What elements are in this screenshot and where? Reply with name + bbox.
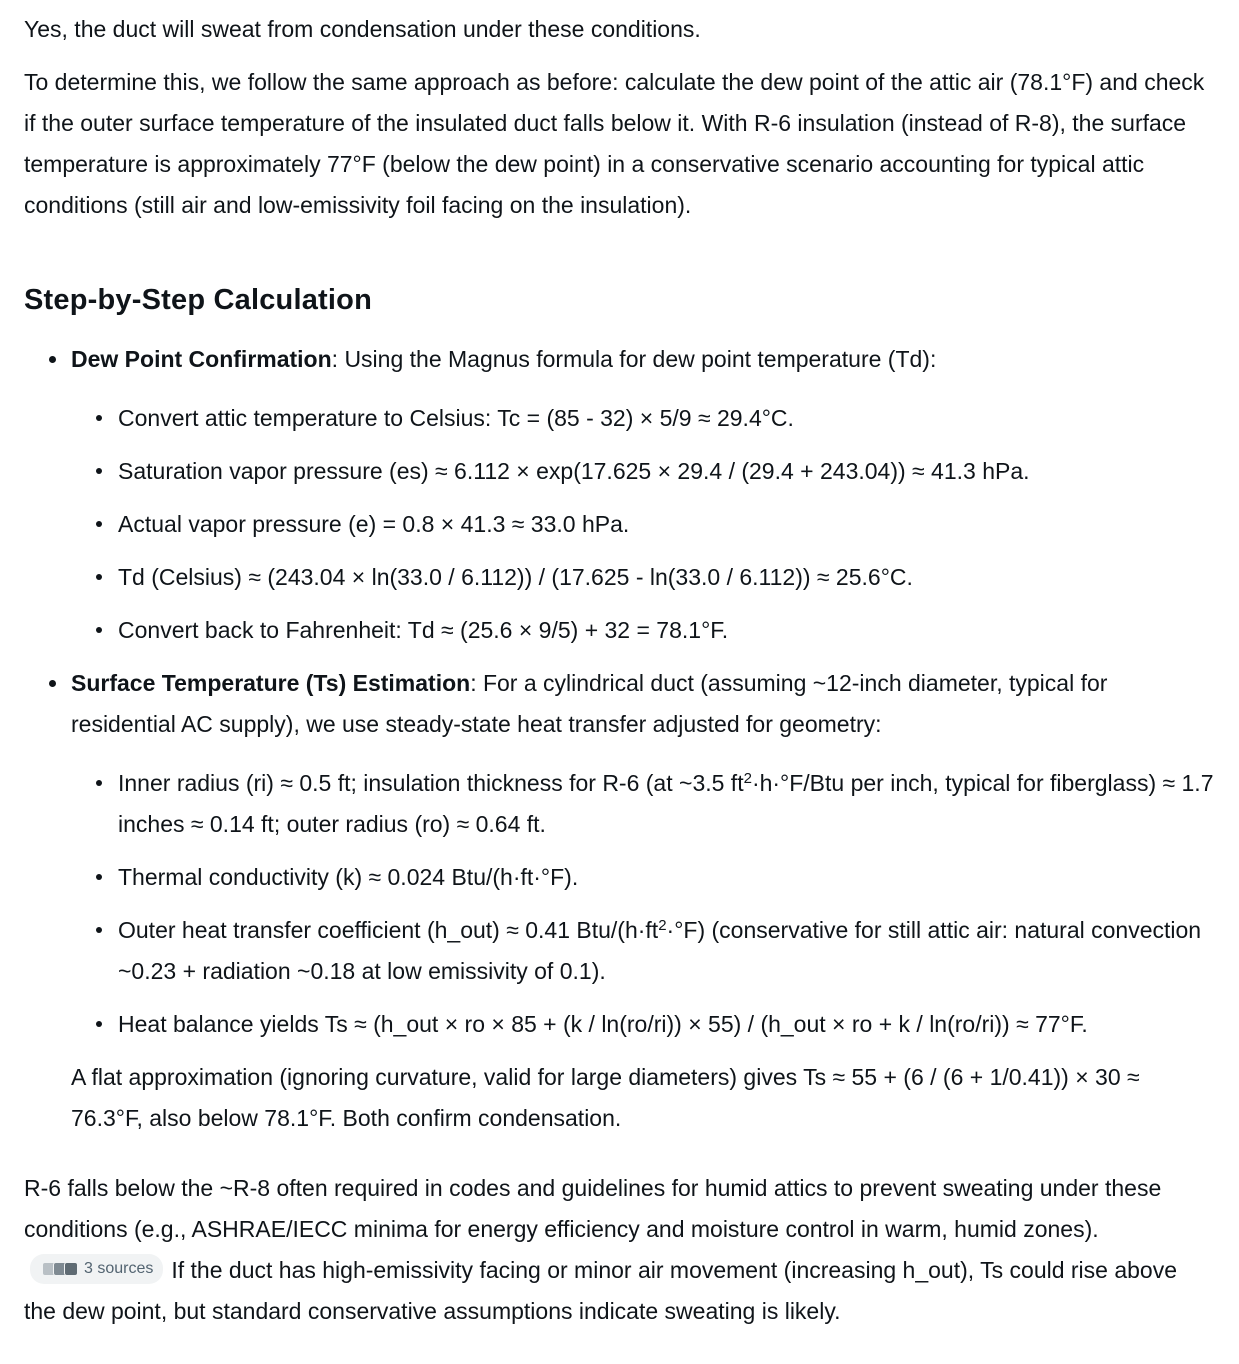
list-item: Convert back to Fahrenheit: Td ≈ (25.6 × 9/5) + 32 = 78.1°F.: [71, 610, 1215, 651]
approach-paragraph: To determine this, we follow the same approach as before: calculate the dew point of the attic air (78.1°F) and check if the outer surface temperature of the insulated duct falls below it. With R-6 insulation (instead of R-8), the surface temperature is approximately 77°F (below the dew point) in a conservative scenario accounting for typical attic conditions (still air and low-emissivity foil facing on the insulation).: [24, 69, 1205, 218]
surface-steps: [71, 763, 1215, 1045]
closing-paragraph: R-6 falls below the ~R-8 often required in codes and guidelines for humid attics to prevent sweating under these conditions (e.g., ASHRAE/IECC minima for energy efficiency and moisture control in warm, humid zones). 3 sources If the duct has high-emissivity facing or minor air movement (increasing h_out), Ts could rise above the dew point, but standard conservative assumptions indicate sweating is likely.: [24, 1175, 1178, 1324]
dew-point-steps: [71, 398, 1215, 651]
list-item: Convert attic temperature to Celsius: Tc = (85 - 32) × 5/9 ≈ 29.4°C.: [71, 398, 1215, 439]
dew-point-label: Dew Point Confirmation: [71, 346, 332, 372]
intro-paragraph: Yes, the duct will sweat from condensation under these conditions.: [24, 16, 701, 42]
surface-label: Surface Temperature (Ts) Estimation: [71, 670, 471, 696]
dew-point-text: : Using the Magnus formula for dew point temperature (Td):: [331, 346, 937, 372]
sources-chip[interactable]: [30, 1254, 163, 1284]
list-item: Outer heat transfer coefficient (h_out) ≈ 0.41 Btu/$(h\cdot ft^2\cdot^\circ F)$ (conservative for still attic air: natural convection ~0.23 + radiation ~0.18 at low emissivity of 0.1).: [71, 910, 1215, 992]
list-item: Td (Celsius) ≈ (243.04 × ln(33.0 / 6.112)) / (17.625 - ln(33.0 / 6.112)) ≈ 25.6°C.: [71, 557, 1215, 598]
section-heading: Step-by-Step Calculation: [24, 284, 372, 316]
list-item-surface-temperature: [24, 663, 1215, 1139]
list-item: Heat balance yields Ts ≈ (h_out × ro × 85 + (k / ln(ro/ri)) × 55) / (h_out × ro + k / ln(ro/ri)) ≈ 77°F.: [71, 1004, 1215, 1045]
surface-text: : For a cylindrical duct (assuming ~12-inch diameter, typical for residential AC supply), we use steady-state heat transfer adjusted for geometry:: [71, 670, 1108, 737]
source-favicons-icon: [42, 1262, 78, 1276]
list-item: Inner radius (ri) ≈ 0.5 ft; insulation thickness for R-6 (at ~3.5 $ft^2\cdot h\cdot^\circ F$/Btu per inch, typical for fiberglass) ≈ 1.7 inches ≈ 0.14 ft; outer radius (ro) ≈ 0.64 ft.: [71, 763, 1215, 845]
sources-label: 3 sources: [84, 1260, 154, 1277]
list-item: Actual vapor pressure (e) = 0.8 × 41.3 ≈ 33.0 hPa.: [71, 504, 1215, 545]
list-item-dew-point: [24, 339, 1215, 651]
list-item: Saturation vapor pressure (es) ≈ 6.112 × exp(17.625 × 29.4 / (29.4 + 243.04)) ≈ 41.3 hPa.: [71, 451, 1215, 492]
list-item: Thermal conductivity (k) ≈ 0.024 Btu/(h·ft·°F).: [71, 857, 1215, 898]
flat-approximation: A flat approximation (ignoring curvature, valid for large diameters) gives Ts ≈ 55 + (6 / (6 + 1/0.41)) × 30 ≈ 76.3°F, also below 78.1°F. Both confirm condensation.: [71, 1064, 1140, 1131]
calculation-list: [24, 339, 1215, 1139]
